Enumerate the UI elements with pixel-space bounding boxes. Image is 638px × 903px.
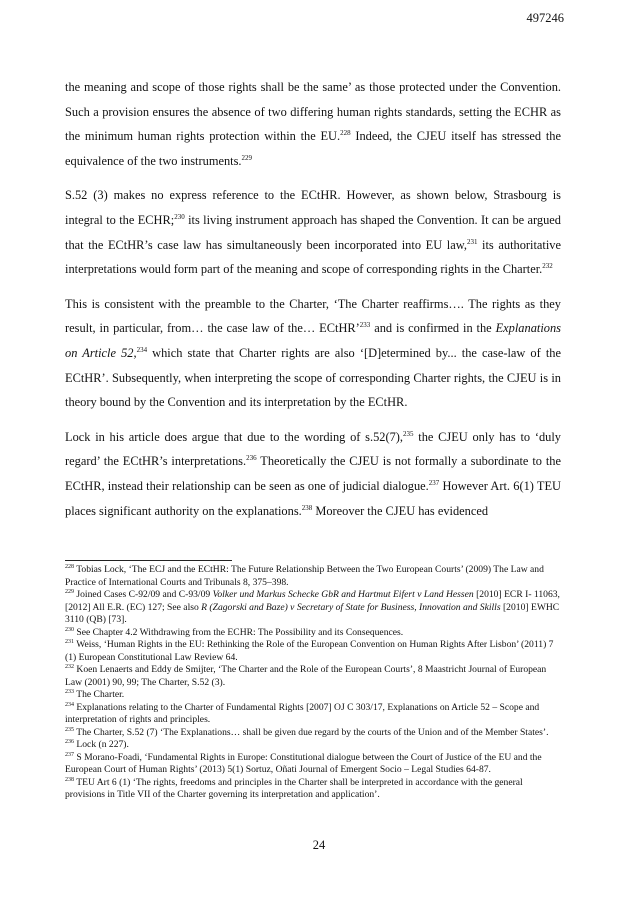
- text-run: This is consistent with the preamble to the Charter, ‘The Charter reaffirms…. The rights as they result, in particular, from… the case law of the… ECtHR’: [65, 296, 561, 336]
- footnote-separator: [65, 560, 232, 561]
- text-run: Lock (n 227).: [74, 739, 129, 750]
- italic-text: R (Zagorski and Baze) v Secretary of State for Business, Innovation and Skills: [201, 601, 501, 613]
- page-number: 24: [312, 838, 326, 852]
- footnote-ref: 237: [428, 478, 440, 487]
- text-run: the CJEU only has to ‘duly regard’ the ECtHR’s interpretations.: [65, 429, 562, 469]
- document-id: 497246: [526, 11, 564, 25]
- text-run: Theoretically the CJEU is not formally a subordinate to the ECtHR, instead their relationship can be seen as one of judicial dialogue.: [65, 454, 562, 493]
- footnote-ref: 235: [65, 726, 74, 733]
- footnote-ref: 228: [65, 563, 74, 570]
- italic-text: Volker und Markus Schecke GbR and Hartmut Eifert v Land Hessen: [212, 589, 474, 600]
- footnote-ref: 230: [65, 626, 74, 633]
- footnote-ref: 238: [301, 503, 313, 512]
- footnote: [65, 664, 565, 689]
- footnote-ref: 233: [65, 688, 74, 695]
- text-run: S Morano-Foadi, ‘Fundamental Rights in Europe: Constitutional dialogue between the Court of Justice of the EU and the European Court of Human Rights’ (2013) 5(1) Sortuz, Oñati Journal of Emergent Socio – Legal Studies 64-87.: [65, 751, 542, 775]
- text-run: Indeed, the CJEU itself has stressed the equivalence of the two instruments.: [65, 129, 561, 168]
- footnote: [65, 689, 565, 702]
- footnotes: [65, 564, 565, 802]
- text-run: Tobias Lock, ‘The ECJ and the ECtHR: The Future Relationship Between the Two European Courts’ (2009) The Law and Practice of International Courts and Tribunals 8, 375–398.: [65, 564, 544, 588]
- text-run: its authoritative interpretations would form part of the meaning and scope of corresponding rights in the Charter.: [65, 237, 561, 277]
- footnote: [65, 739, 565, 752]
- text-run: Moreover the CJEU has evidenced: [312, 503, 489, 518]
- paragraph: [65, 425, 561, 523]
- paragraph: [65, 75, 561, 173]
- footnote-ref: 231: [65, 638, 74, 645]
- text-run: The Charter.: [74, 689, 125, 700]
- footnote-ref: 236: [246, 454, 257, 463]
- footnote: [65, 777, 565, 802]
- text-run: Weiss, ‘Human Rights in the EU: Rethinking the Role of the European Convention on Human Rights After Lisbon’ (2011) 7 (1) European Constitutional Law Review 64.: [65, 639, 554, 663]
- footnote-ref: 236: [65, 738, 74, 745]
- text-run: which state that Charter rights are also ‘[D]etermined by... the case-law of the ECtHR’. Subsequently, when interpreting the scope of corresponding Charter rights, the CJEU is in theory bound by the Convention and its interpretation by the ECtHR.: [65, 345, 561, 410]
- footnote-ref: 232: [65, 663, 74, 670]
- footnote-ref: 238: [65, 776, 74, 783]
- footnote-ref: 228: [340, 129, 351, 138]
- footnote: [65, 627, 565, 640]
- footnote: [65, 639, 565, 664]
- text-run: TEU Art 6 (1) ‘The rights, freedoms and principles in the Charter shall be interpreted in accordance with the general provisions in Title VII of the Charter governing its interpretation and application’.: [65, 776, 523, 800]
- text-run: Joined Cases C-92/09 and C-93/09: [74, 589, 213, 600]
- paragraph: [65, 292, 561, 415]
- footnote: [65, 752, 565, 777]
- italic-text: Explanations on Article 52,: [65, 321, 561, 360]
- text-run: the meaning and scope of those rights shall be the same’ as those protected under the Convention. Such a provision ensures the absence of two differing human rights standards, setting the ECHR as the minimum human rights protection within the EU.: [65, 80, 561, 144]
- text-run: See Chapter 4.2 Withdrawing from the ECHR: The Possibility and its Consequences.: [74, 626, 404, 638]
- footnote: [65, 702, 565, 727]
- footnote-ref: 234: [136, 345, 148, 354]
- text-run: [2010] ECR I- 11063, [2012] All E.R. (EC) 127; See also: [65, 589, 560, 613]
- footnote: [65, 564, 565, 589]
- text-run: However Art. 6(1) TEU places significant authority on the explanations.: [65, 478, 561, 518]
- footnote-ref: 233: [359, 321, 371, 330]
- paragraph: [65, 183, 561, 281]
- text-run: and is confirmed in the: [370, 321, 496, 336]
- text-run: Lock in his article does argue that due to the wording of s.52(7),: [65, 429, 404, 444]
- text-run: its living instrument approach has shaped the Convention. It can be argued that the ECtHR’s case law has simultaneously been incorporated into EU law,: [65, 212, 562, 252]
- footnote-ref: 234: [65, 701, 74, 708]
- footnote: [65, 589, 565, 627]
- body-text: [65, 75, 561, 533]
- footnote: [65, 727, 565, 740]
- text-run: Koen Lenaerts and Eddy de Smijter, ‘The Charter and the Role of the European Courts’, 8 Maastricht Journal of European Law (2001) 90, 99; The Charter, S.52 (3).: [65, 664, 547, 688]
- text-run: The Charter, S.52 (7) ‘The Explanations… shall be given due regard by the courts of the Union and of the Member States’.: [74, 726, 549, 738]
- footnote-ref: 230: [174, 212, 185, 221]
- text-run: S.52 (3) makes no express reference to the ECtHR. However, as shown below, Strasbourg is integral to the ECHR;: [65, 188, 561, 227]
- footnote-ref: 232: [542, 262, 553, 271]
- footnote-ref: 229: [241, 153, 253, 162]
- text-run: Explanations relating to the Charter of Fundamental Rights [2007] OJ C 303/17, Explanations on Article 52 – Scope and interpretation of rights and principles.: [65, 701, 540, 725]
- footnote-ref: 229: [65, 588, 74, 595]
- footnote-ref: 235: [403, 429, 414, 438]
- text-run: [2010] EWHC 3110 (QB) [73].: [65, 601, 560, 625]
- footnote-ref: 237: [65, 751, 74, 758]
- footnote-ref: 231: [466, 237, 478, 246]
